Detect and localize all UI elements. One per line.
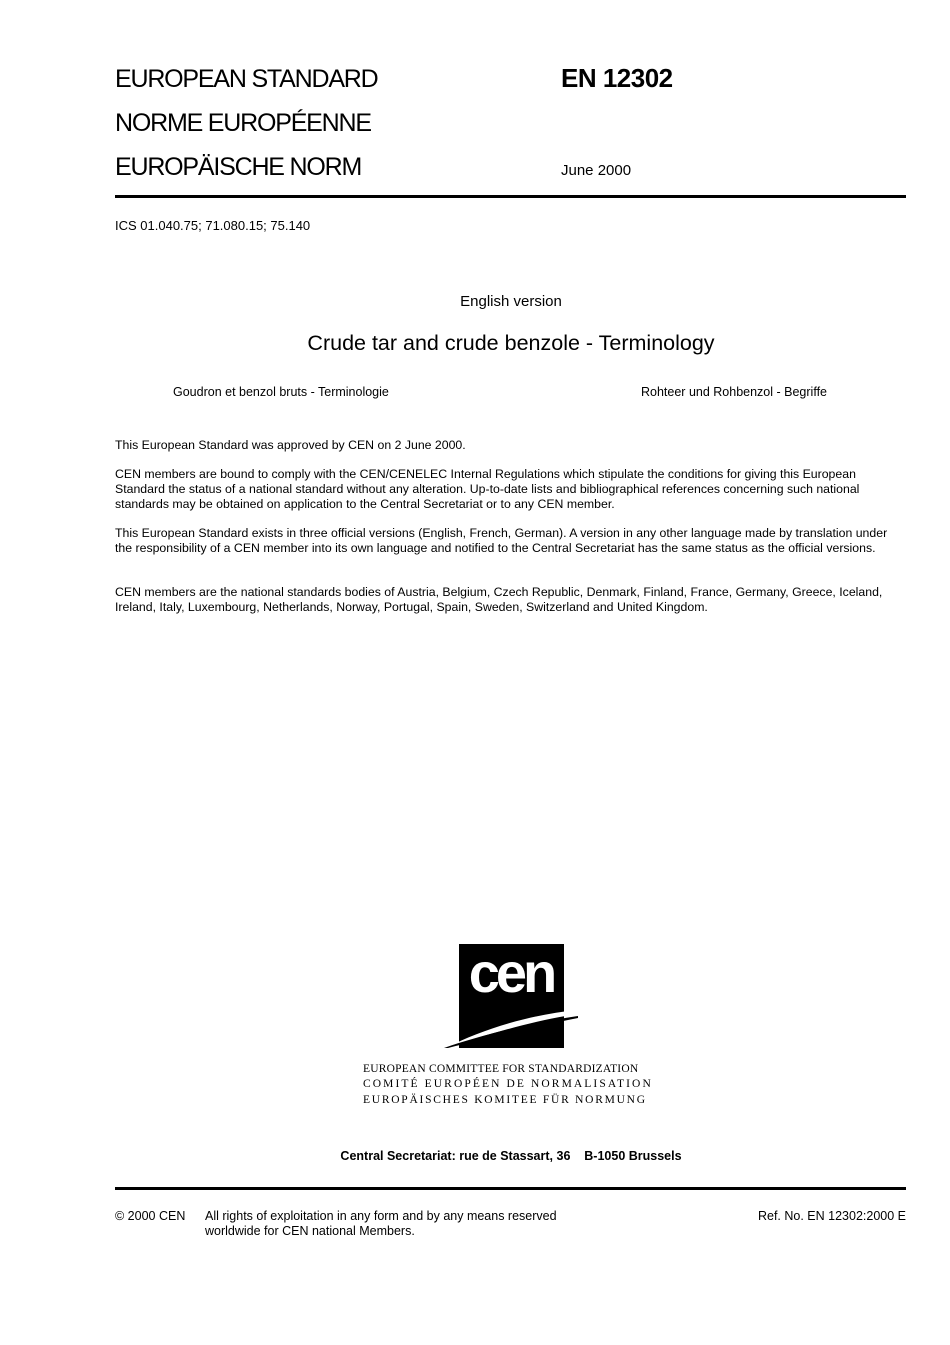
- main-title: Crude tar and crude benzole - Terminology: [307, 331, 715, 355]
- secretariat-address: Central Secretariat: rue de Stassart, 36 B-1050 Brussels: [340, 1149, 682, 1163]
- cen-logo: [444, 942, 580, 1050]
- french-title: Goudron et benzol bruts - Terminologie: [173, 385, 389, 399]
- rights-line-1: All rights of exploitation in any form and by any means reserved: [205, 1209, 557, 1223]
- regulations-paragraph: CEN members are bound to comply with the CEN/CENELEC Internal Regulations which stipulate the conditions for giving this European Standard the status of a national standard without any alteration. Up-to-date lists and bibliographical references concerning such national standards may be obtained on application to the Central Secretariat or to any CEN member.: [115, 467, 860, 511]
- copyright: © 2000 CEN: [115, 1209, 186, 1223]
- approval-paragraph: This European Standard was approved by CEN on 2 June 2000.: [115, 438, 466, 452]
- title-german: EUROPÄISCHE NORM: [115, 153, 362, 181]
- version-label: English version: [460, 293, 562, 310]
- publication-date: June 2000: [561, 162, 632, 179]
- rights-line-2: worldwide for CEN national Members.: [205, 1224, 415, 1238]
- ics-codes: ICS 01.040.75; 71.080.15; 75.140: [115, 218, 311, 233]
- footer-rule: [115, 1187, 906, 1190]
- title-english: EUROPEAN STANDARD: [115, 65, 378, 93]
- header-rule: [115, 195, 906, 198]
- title-french: NORME EUROPÉENNE: [115, 109, 371, 137]
- cen-logo-text: cen: [468, 942, 554, 1004]
- committee-german: EUROPÄISCHES KOMITEE FÜR NORMUNG: [363, 1094, 647, 1106]
- members-paragraph: CEN members are the national standards bodies of Austria, Belgium, Czech Republic, Denmark, Finland, France, Germany, Greece, Iceland, Ireland, Italy, Luxembourg, Netherlands, Norway, Portugal, Spain, Sweden, Switzerland and United Kingdom.: [115, 585, 883, 614]
- reference-number: Ref. No. EN 12302:2000 E: [757, 1209, 906, 1223]
- german-title: Rohteer und Rohbenzol - Begriffe: [641, 385, 827, 399]
- versions-paragraph: This European Standard exists in three official versions (English, French, German). A version in any other language made by translation under the responsibility of a CEN member into its own language and notified to the Central Secretariat has the same status as the official versions.: [115, 526, 888, 555]
- standard-number: EN 12302: [561, 63, 673, 93]
- committee-french: COMITÉ EUROPÉEN DE NORMALISATION: [363, 1078, 653, 1090]
- committee-english: EUROPEAN COMMITTEE FOR STANDARDIZATION: [363, 1063, 639, 1075]
